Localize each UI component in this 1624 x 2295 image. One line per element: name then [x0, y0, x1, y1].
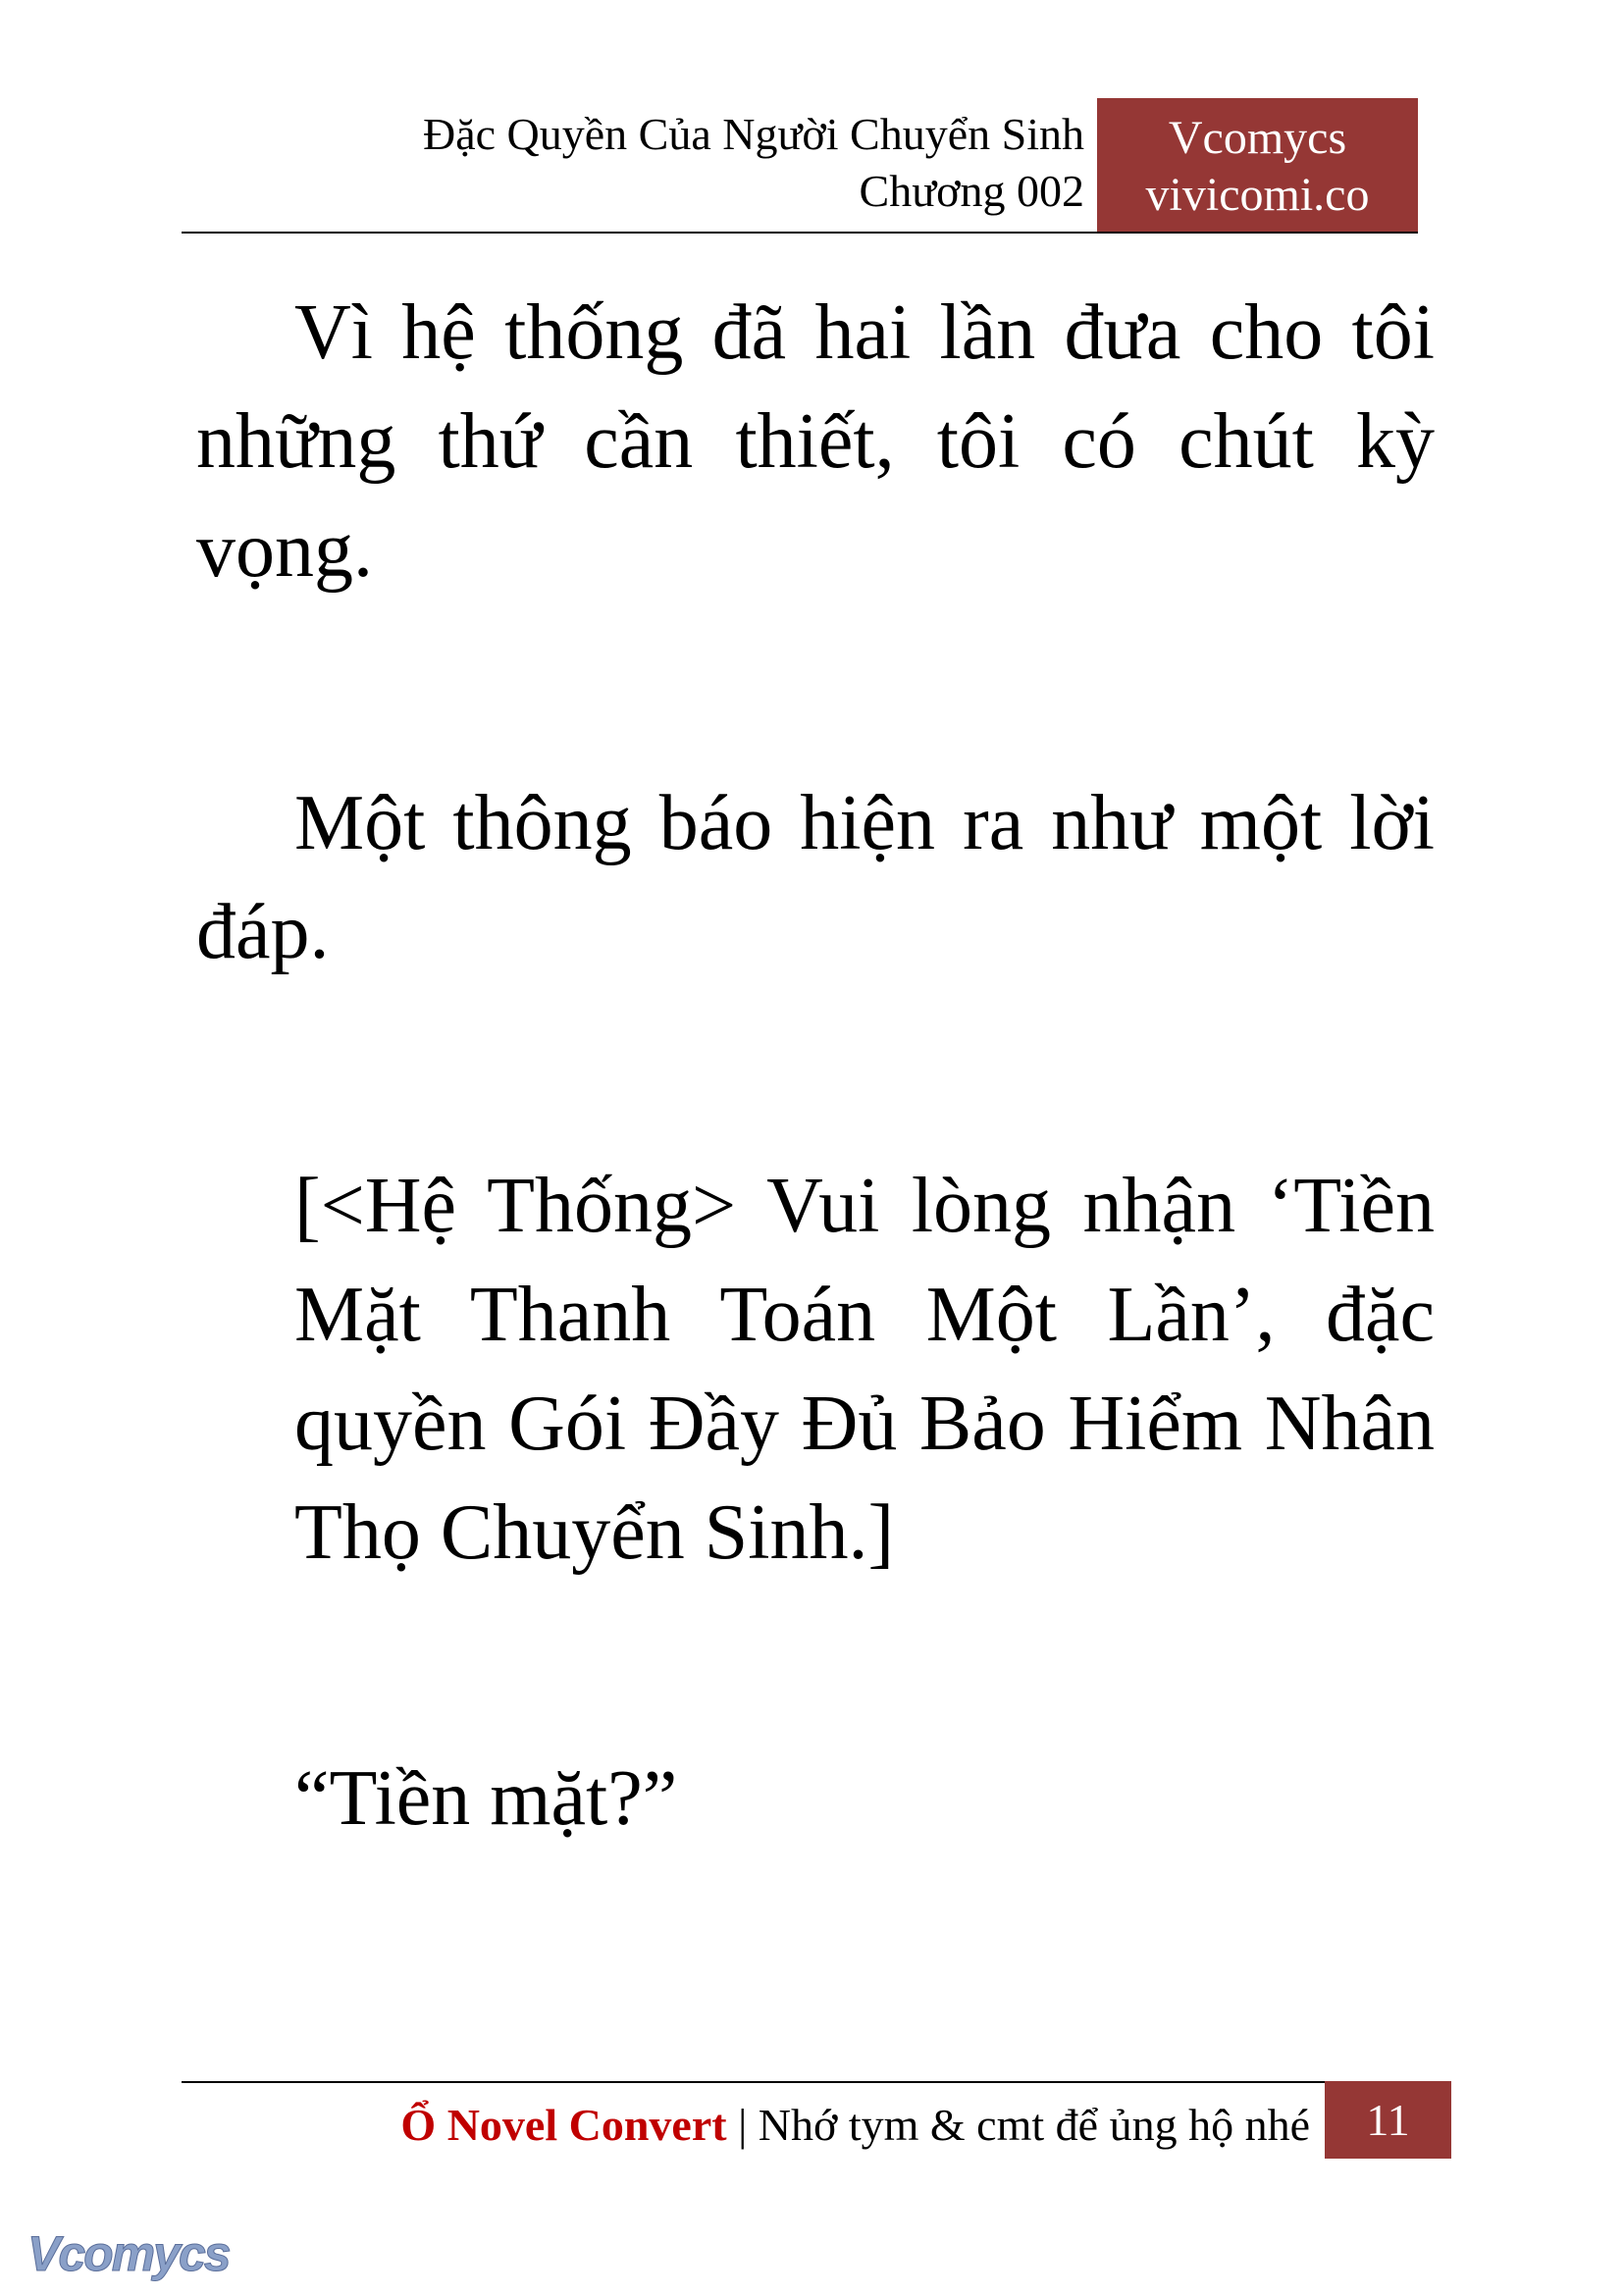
paragraph-1: Vì hệ thống đã hai lần đưa cho tôi những thứ cần thiết, tôi có chút kỳ vọng.: [196, 289, 1435, 594]
footer-credit: [182, 2096, 1310, 2155]
page-number-badge: 11: [1325, 2081, 1451, 2159]
dialogue-line: “Tiền mặt?”: [294, 1755, 678, 1842]
watermark-logo: [27, 2225, 248, 2284]
footer-separator: |: [726, 2100, 759, 2150]
brand-site: vivicomi.co: [1145, 169, 1370, 221]
header-title-block: [182, 106, 1084, 220]
footer-brand: Ổ Novel Convert: [400, 2100, 727, 2150]
brand-badge: [1097, 98, 1418, 233]
chapter-label: Chương 002: [859, 166, 1084, 216]
book-title: Đặc Quyền Của Người Chuyển Sinh: [422, 109, 1084, 159]
footer-divider: [182, 2081, 1451, 2083]
system-message: [<Hệ Thống> Vui lòng nhận ‘Tiền Mặt Thanh Toán Một Lần’, đặc quyền Gói Đầy Đủ Bảo Hiểm Nhân Thọ Chuyển Sinh.]: [294, 1163, 1435, 1576]
brand-name: Vcomycs: [1168, 112, 1347, 164]
paragraph-2: Một thông báo hiện ra như một lời đáp.: [196, 780, 1435, 975]
footer-message: Nhớ tym & cmt để ủng hộ nhé: [758, 2100, 1310, 2150]
header-divider: [182, 232, 1418, 234]
watermark-text: Vcomycs: [27, 2226, 230, 2281]
